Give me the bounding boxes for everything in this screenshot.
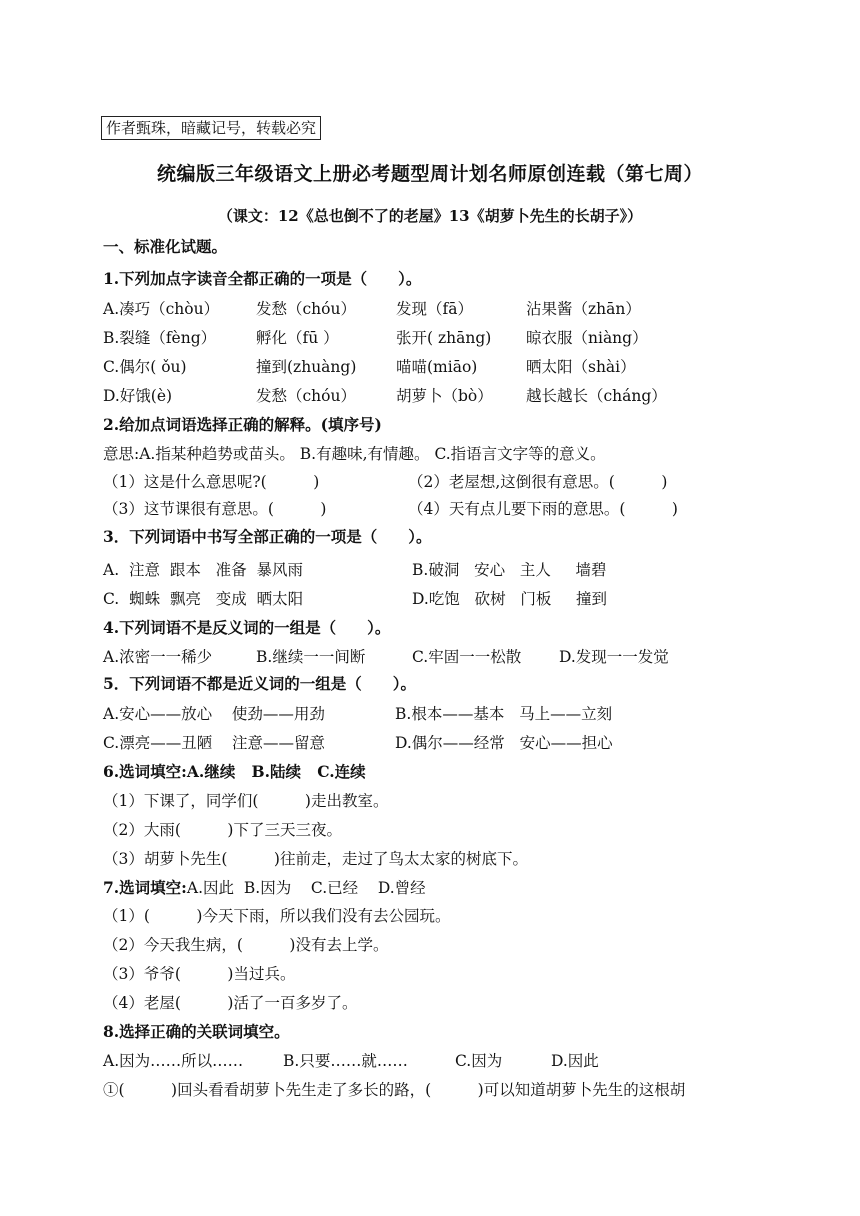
q1-b-word4: 晾衣服（niàng）	[526, 329, 648, 347]
q4-option-a: A.浓密一一稀少	[103, 648, 213, 666]
q5-option-b: B.根本——基本 马上——立刻	[395, 705, 613, 723]
q1-c-word4: 晒太阳（shài）	[526, 358, 636, 376]
question-7-stem-line	[103, 877, 426, 899]
question-8-stem: 8.选择正确的关联词填空。	[103, 1022, 290, 1041]
q5-option-c: C.漂亮——丑陋 注意——留意	[103, 734, 325, 752]
q1-b-word2: 孵化（fū ）	[256, 329, 339, 347]
section-heading: 一、标准化试题。	[103, 237, 228, 256]
q8-option-d: D.因此	[551, 1052, 599, 1070]
question-2-stem: 2.给加点词语选择正确的解释。(填序号)	[103, 415, 382, 434]
q1-b-word3: 张开( zhāng)	[396, 329, 492, 347]
q1-a-option: A.凑巧（chòu）	[103, 300, 220, 318]
copyright-notice: 作者甄珠，暗藏记号，转载必究	[101, 116, 321, 140]
q1-c-option: C.偶尔( ǒu)	[103, 358, 187, 376]
q8-option-a: A.因为……所以……	[103, 1052, 244, 1070]
q1-c-word3: 喵喵(miāo)	[396, 358, 478, 376]
question-7-options: A.因此 B.因为 C.已经 D.曾经	[186, 879, 426, 897]
q7-item-3: （3）爷爷( )当过兵。	[103, 965, 296, 983]
q3-option-b: B.破洞 安心 主人 墙碧	[412, 561, 607, 579]
q8-option-b: B.只要……就……	[283, 1052, 408, 1070]
q1-d-word4: 越长越长（cháng）	[526, 387, 667, 405]
q1-b-option: B.裂缝（fèng）	[103, 329, 217, 347]
q1-d-word2: 发愁（chóu）	[256, 387, 356, 405]
q2-item-1: （1）这是什么意思呢?( )	[103, 473, 320, 491]
q2-item-2: （2）老屋想,这倒很有意思。( )	[408, 473, 668, 491]
q7-item-4: （4）老屋( )活了一百多岁了。	[103, 994, 358, 1012]
q1-d-word3: 胡萝卜（bò）	[396, 387, 493, 405]
question-7-stem: 7.选词填空:	[103, 878, 187, 897]
question-5-stem: 5．下列词语不都是近义词的一组是（ ）。	[103, 674, 417, 693]
question-4-stem: 4.下列词语不是反义词的一组是（ ）。	[103, 618, 391, 637]
q1-a-word3: 发现（fā）	[396, 300, 473, 318]
q4-option-b: B.继续一一间断	[256, 648, 366, 666]
q6-item-3: （3）胡萝卜先生( )往前走，走过了鸟太太家的树底下。	[103, 850, 528, 868]
q6-item-2: （2）大雨( )下了三天三夜。	[103, 821, 342, 839]
q5-option-a: A.安心——放心 使劲——用劲	[103, 705, 325, 723]
q8-option-c: C.因为	[455, 1052, 503, 1070]
q1-a-word2: 发愁（chóu）	[256, 300, 356, 318]
question-2-meanings: 意思:A.指某种趋势或苗头。 B.有趣味,有情趣。 C.指语言文字等的意义。	[103, 445, 606, 463]
q1-d-option: D.好饿(è)	[103, 387, 173, 405]
q5-option-d: D.偶尔——经常 安心——担心	[395, 734, 613, 752]
q1-a-word4: 沾果酱（zhān）	[526, 300, 641, 318]
q7-item-2: （2）今天我生病，( )没有去上学。	[103, 936, 389, 954]
q2-item-4: （4）天有点儿要下雨的意思。( )	[408, 500, 678, 518]
q3-option-d: D.吃饱 砍树 门板 撞到	[412, 590, 607, 608]
q1-c-word2: 撞到(zhuàng)	[256, 358, 357, 376]
question-3-stem: 3．下列词语中书写全部正确的一项是（ ）。	[103, 527, 432, 546]
page-subtitle: （课文：12《总也倒不了的老屋》13《胡萝卜先生的长胡子》）	[217, 207, 643, 225]
question-1-stem: 1.下列加点字读音全都正确的一项是（ ）。	[103, 269, 422, 288]
q7-item-1: （1）( )今天下雨，所以我们没有去公园玩。	[103, 907, 451, 925]
q4-option-d: D.发现一一发觉	[559, 648, 669, 666]
q3-option-a: A. 注意 跟本 准备 暴风雨	[103, 561, 303, 579]
page-title: 统编版三年级语文上册必考题型周计划名师原创连载（第七周）	[156, 163, 703, 185]
q6-item-1: （1）下课了，同学们( )走出教室。	[103, 792, 389, 810]
q2-item-3: （3）这节课很有意思。( )	[103, 500, 327, 518]
question-6-stem: 6.选词填空:A.继续 B.陆续 C.连续	[103, 762, 366, 781]
q4-option-c: C.牢固一一松散	[412, 648, 522, 666]
q3-option-c: C. 蜘蛛 飘亮 变成 晒太阳	[103, 590, 304, 608]
q8-item-1: ①( )回头看看胡萝卜先生走了多长的路，( )可以知道胡萝卜先生的这根胡	[103, 1081, 686, 1099]
